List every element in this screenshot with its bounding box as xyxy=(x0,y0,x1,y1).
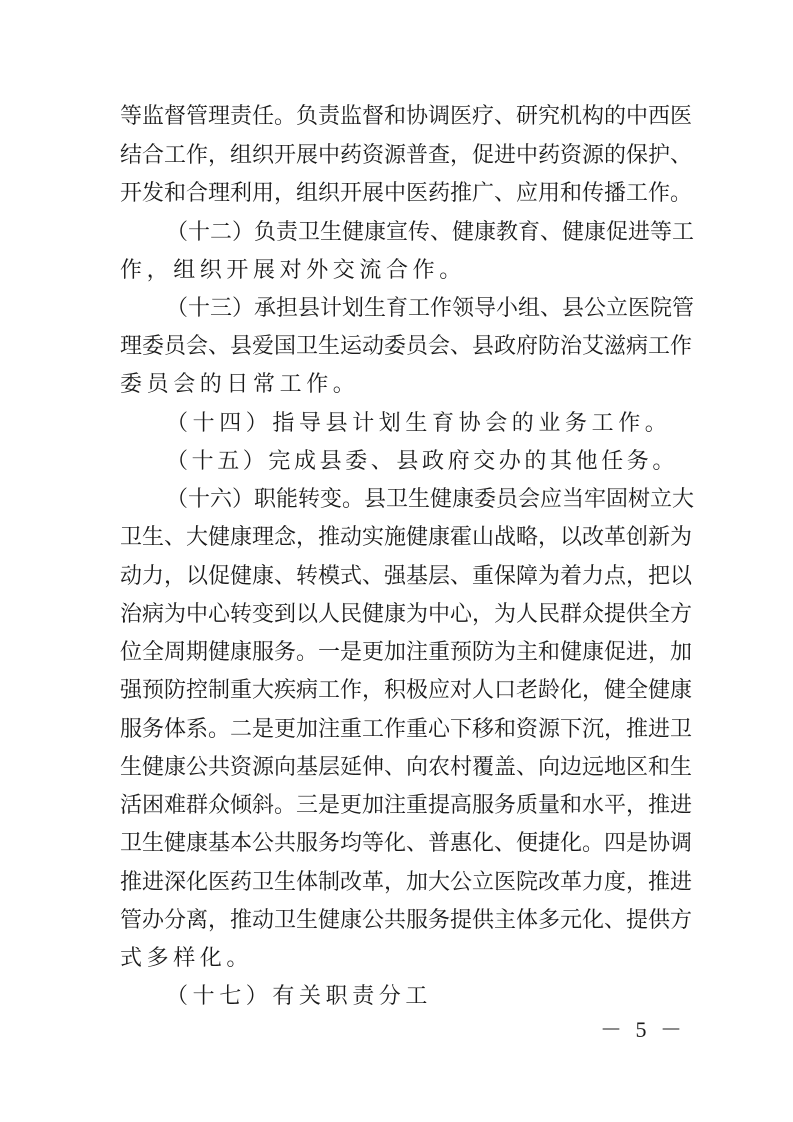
paragraph-13-line: （十三）承担县计划生育工作领导小组、县公立医院管 xyxy=(166,296,695,321)
paragraph-13-line: 理委员会、县爱国卫生运动委员会、县政府防治艾滋病工作 xyxy=(120,334,693,359)
paragraph-16-line: 式多样化。 xyxy=(120,946,254,971)
paragraph-16-line: 生健康公共资源向基层延伸、向农村覆盖、向边远地区和生 xyxy=(120,755,693,780)
paragraph-12-line: （十二）负责卫生健康宣传、健康教育、健康促进等工 xyxy=(166,220,695,245)
paragraph-14-line: （十四）指导县计划生育协会的业务工作。 xyxy=(166,411,672,436)
body-text-line: 结合工作，组织开展中药资源普查，促进中药资源的保护、 xyxy=(120,143,693,168)
page-number: － 5 － xyxy=(600,1017,687,1042)
body-text-line: 等监督管理责任。负责监督和协调医疗、研究机构的中西医 xyxy=(120,104,693,129)
body-text-line: 开发和合理利用，组织开展中医药推广、应用和传播工作。 xyxy=(120,181,693,206)
paragraph-16-line: 位全周期健康服务。一是更加注重预防为主和健康促进，加 xyxy=(120,640,693,665)
paragraph-16-line: 卫生健康基本公共服务均等化、普惠化、便捷化。四是协调 xyxy=(120,831,693,856)
paragraph-16-line: 管办分离，推动卫生健康公共服务提供主体多元化、提供方 xyxy=(120,908,693,933)
paragraph-13-line: 委员会的日常工作。 xyxy=(120,372,360,397)
paragraph-12-line: 作，组织开展对外交流合作。 xyxy=(120,258,466,283)
paragraph-16-line: 推进深化医药卫生体制改革，加大公立医院改革力度，推进 xyxy=(120,870,693,895)
paragraph-16-line: 动力，以促健康、转模式、强基层、重保障为着力点，把以 xyxy=(120,564,693,589)
paragraph-16-line: 服务体系。二是更加注重工作重心下移和资源下沉，推进卫 xyxy=(120,717,693,742)
paragraph-16-line: 卫生、大健康理念，推动实施健康霍山战略，以改革创新为 xyxy=(120,525,693,550)
paragraph-16-line: 治病为中心转变到以人民健康为中心，为人民群众提供全方 xyxy=(120,602,693,627)
paragraph-16-line: （十六）职能转变。县卫生健康委员会应当牢固树立大 xyxy=(166,487,695,512)
paragraph-16-line: 活困难群众倾斜。三是更加注重提高服务质量和水平，推进 xyxy=(120,793,693,818)
paragraph-16-line: 强预防控制重大疾病工作，积极应对人口老龄化，健全健康 xyxy=(120,678,693,703)
paragraph-17-heading: （十七）有关职责分工 xyxy=(166,984,433,1009)
paragraph-15-line: （十五）完成县委、县政府交办的其他任务。 xyxy=(166,449,679,474)
